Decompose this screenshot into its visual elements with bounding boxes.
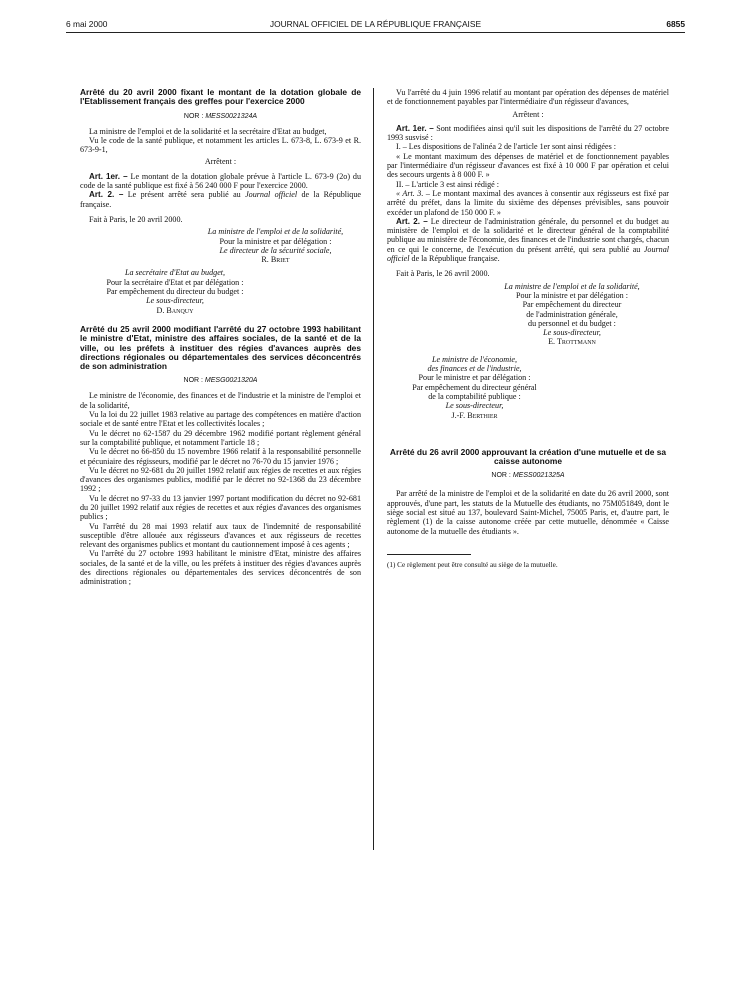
arrete-2-visa: Vu la loi du 22 juillet 1983 relative au partage des compétences en matière d'action sociale et de santé entre l'Etat et les collectivités locales ; [80,410,361,429]
signatory-title: La ministre de l'emploi et de la solidarité, [504,281,640,291]
signature-line: Le directeur de la sécurité sociale, [219,245,332,255]
column-divider [373,88,374,850]
right-column [387,88,669,570]
nor-label: NOR : [491,472,511,480]
arrete-2-visa: Vu le décret no 97-33 du 13 janvier 1997 portant modification du décret no 92-681 du 20 juillet 1992 relatif aux régies de recettes et aux régies d'avances des organismes publics ; [80,493,361,522]
article-text: de la République française. [411,254,500,264]
arrete-3-body: Par arrêté de la ministre de l'emploi et de la solidarité en date du 26 avril 2000, sont approuvés, d'une part, les statuts de la Mutuelle des étudiants, no 75M051849, dont le siège social est situé au 137, boulevard Saint-Michel, 75005 Paris, et, d'autre part, le règlement (1) de la caisse autonome créée par cette mutuelle, dénommée « Caisse autonome de la mutuelle des étudiants ». [387,489,669,536]
arrete-2-section-1: I. – Les dispositions de l'alinéa 2 de l'article 1er sont ainsi rédigées : [396,142,617,152]
arrete-2-quote-2 [387,189,669,217]
left-column [80,88,361,587]
footnote: (1) Ce règlement peut être consulté au siège de la mutuelle. [387,560,558,569]
signatory-title: Le ministre de l'économie, [431,354,518,364]
signature-line: Le sous-directeur, [445,401,504,411]
signatory-name: J.-F. Berthier [451,410,498,420]
arrete-1-visa: Vu le code de la santé publique, et notamment les articles L. 673-8, L. 673-9 et R. 673-9-1, [80,135,361,155]
signatory-title: des finances et de l'industrie, [427,364,522,374]
arrete-1-title: Arrêté du 20 avril 2000 fixant le montant de la dotation globale de l'Etablissement français des greffes pour l'exercice 2000 [80,87,361,107]
signature-line: de la comptabilité publique : [428,391,521,401]
arrete-2-visa: Vu l'arrêté du 28 mai 1993 relatif aux taux de l'indemnité de responsabilité susceptible d'être allouée aux régisseurs d'avances et aux régisseurs de recettes relevant des organismes publics et montant du cautionnement imposé à ces agents ; [80,521,361,550]
footnote-rule [387,554,471,555]
signature-line: Pour la ministre et par délégation : [219,236,332,246]
arrete-2-visa: Vu le décret no 66-850 du 15 novembre 1966 relatif à la responsabilité personnelle et pécuniaire des régisseurs, modifié par le décret no 76-70 du 15 janvier 1976 ; [80,447,361,466]
signatory-name: E. Trottmann [548,337,596,347]
signature-line: du personnel et du budget : [528,318,616,328]
article-text: Le présent arrêté sera publié au [127,190,241,200]
quoted-article-label: « Art. 3. – [396,188,430,198]
arrete-3-nor [387,470,669,481]
arrete-2-article-2 [387,217,669,263]
arrete-2-preamble: Le ministre de l'économie, des finances et de l'industrie et la ministre de l'emploi et de la solidarité, [80,391,361,410]
journal-officiel-italic: Journal officiel [245,190,298,200]
nor-code: MESS0021324A [205,112,258,120]
signature-line: Pour le ministre et par délégation : [418,373,531,383]
arrete-1-article-1 [80,172,361,191]
article-label: Art. 1er. – [396,123,434,133]
arrete-1-signature-2 [80,268,270,314]
arrete-2-signature-2 [387,355,562,420]
signature-line: Par empêchement du directeur du budget : [106,287,244,297]
arrete-2-article-1 [387,124,669,143]
signature-line: Le sous-directeur, [543,328,601,338]
article-text: Le montant de la dotation globale prévue à l'article L. 673-9 (2o) du code de la santé publique est fixé à 56 240 000 F pour l'exercice 2000. [80,171,361,191]
signature-line: de l'administration générale, [526,309,618,319]
arrete-3-title: Arrêté du 26 avril 2000 approuvant la création d'une mutuelle et de sa caisse autonome [389,446,667,467]
arrete-1-article-2 [80,190,361,209]
arrete-2-visa: Vu l'arrêté du 4 juin 1996 relatif au montant par opération des dépenses de matériel et de fonctionnement payables par l'intermédiaire d'un régisseur d'avances, [387,88,669,107]
arrete-2-visa: Vu le décret no 62-1587 du 29 décembre 1962 modifié portant règlement général sur la comptabilité publique, et notamment l'article 18 ; [80,428,361,447]
article-text: Sont modifiées ainsi qu'il suit les dispositions de l'arrêté du 27 octobre 1993 susvisé : [387,123,669,143]
arrete-2-nor [80,375,361,386]
nor-label: NOR : [183,377,203,385]
nor-code: MESS0021325A [512,472,565,480]
arrete-1-nor [80,111,361,122]
article-text: de la République française. [80,190,361,209]
arrete-2-visa: Vu l'arrêté du 27 octobre 1993 habilitant le ministre d'Etat, ministre des affaires sociales, de la santé et de la ville, ou les préfets à instituer des régies d'avances auprès des directions régionales ou départementales des services déconcentrés de son administration ; [80,549,361,587]
spacer [387,420,669,448]
article-label: Art. 2. – [89,190,124,200]
arrete-1-arretent: Arrêtent : [204,157,237,167]
article-label: Art. 1er. – [89,171,128,181]
journal-officiel-italic: Journal officiel [387,244,670,264]
nor-label: NOR : [183,112,204,120]
arrete-2-arretent: Arrêtent : [512,109,544,119]
signature-line: Le sous-directeur, [146,296,204,306]
article-text: Le directeur de l'administration générale, du personnel et du budget au ministère de l'emploi et de la solidarité et le directeur général de la comptabilité publique au ministère de l'économie, des finances et de l'industrie sont chargés, chacun en ce qui le concerne, de l'exécution du présent arrêté, qui sera publié au [387,216,669,254]
signature-line: Pour la secrétaire d'Etat et par délégation : [106,277,244,287]
journal-title: JOURNAL OFFICIEL DE LA RÉPUBLIQUE FRANÇAISE [269,19,482,29]
arrete-1-fait: Fait à Paris, le 20 avril 2000. [89,214,183,224]
page-number: 6855 [666,19,685,29]
arrete-1-preamble: La ministre de l'emploi et de la solidarité et la secrétaire d'Etat au budget, [89,126,327,136]
header-date: 6 mai 2000 [66,19,108,29]
signatory-title: La ministre de l'emploi et de la solidarité, [207,227,344,237]
signature-line: Par empêchement du directeur [522,300,622,310]
arrete-2-title: Arrêté du 25 avril 2000 modifiant l'arrêté du 27 octobre 1993 habilitant le ministre d'Etat, ministre des affaires sociales, de la santé et de la ville, ou les préfets à instituer des régies d'avances auprès des directions régionales ou départementales des services déconcentrés de son administration [80,323,361,372]
page-header [66,18,685,33]
arrete-2-quote-1: « Le montant maximum des dépenses de matériel et de fonctionnement payables par l'intermédiaire d'un régisseur d'avances est fixé à 10 000 F par opération et celui des secours urgents à 8 000 F. » [387,151,669,180]
arrete-2-signature-1 [475,282,669,347]
article-text: Le montant maximal des avances à consentir aux régisseurs est fixé par arrêté du préfet, dans la limite du sixième des dépenses prévisibles, sans pouvoir excéder un plafond de 150 000 F. » [387,188,669,217]
arrete-1-signature-1 [190,227,361,264]
arrete-2-visa: Vu le décret no 92-681 du 20 juillet 1992 relatif aux régies de recettes et aux régies d'avances des organismes publics, modifié par le décret no 92-1368 du 23 décembre 1992 ; [80,465,361,494]
signatory-name: D. Banquy [156,305,194,315]
signatory-title: La secrétaire d'Etat au budget, [124,268,226,278]
nor-code: MESG0021320A [204,377,258,385]
signature-line: Par empêchement du directeur général [412,382,537,392]
article-label: Art. 2. – [396,216,428,226]
arrete-2-section-2: II. – L'article 3 est ainsi rédigé : [396,179,500,189]
signature-line: Pour la ministre et par délégation : [516,290,628,300]
arrete-2-fait: Fait à Paris, le 26 avril 2000. [396,269,490,279]
signatory-name: R. Briet [261,255,290,265]
